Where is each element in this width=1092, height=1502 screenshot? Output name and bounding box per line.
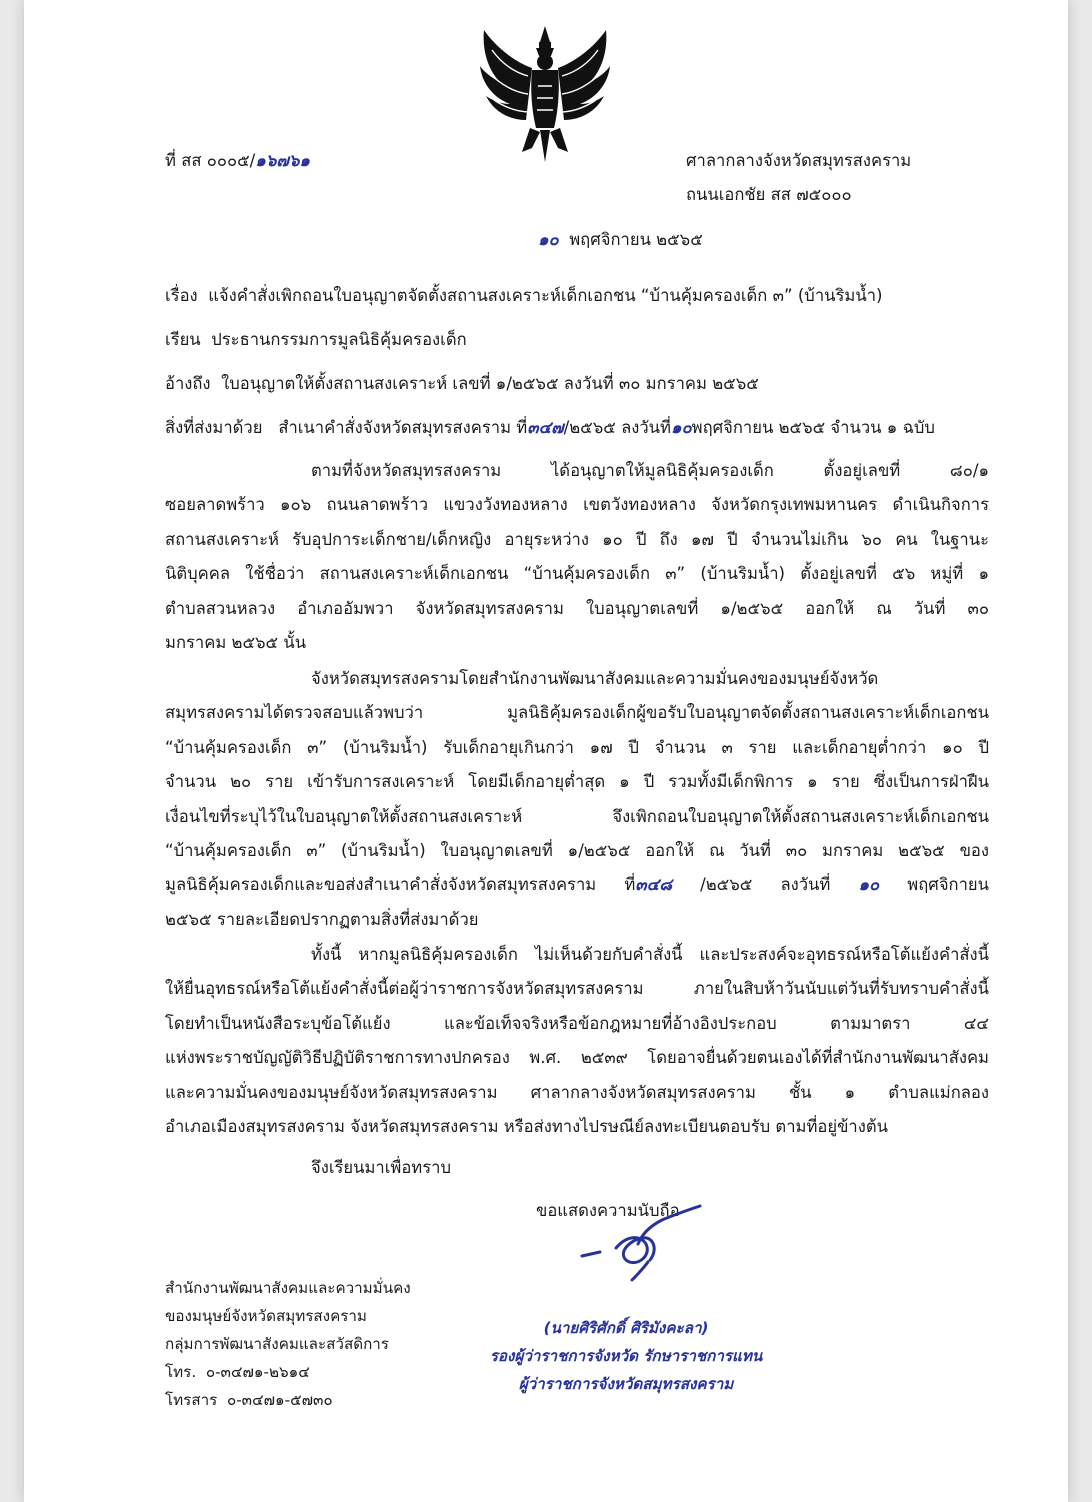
enclosure-label: สิ่งที่ส่งมาด้วย (165, 418, 263, 437)
paragraph-line: มกราคม ๒๕๖๕ นั้น (165, 633, 307, 653)
office-address-line2: ถนนเอกชัย สส ๗๕๐๐๐ (686, 185, 852, 204)
paragraph-line: แห่งพระราชบัญญัติวิธีปฏิบัติราชการทางปกครอง พ.ศ. ๒๕๓๙ โดยอาจยื่นด้วยตนเองได้ที่สำนักงานพัฒนาสังคม (165, 1048, 989, 1068)
paragraph-line: ซอยลาดพร้าว ๑๐๖ ถนนลาดพร้าว แขวงวังทองหลาง เขตวังทองหลาง จังหวัดกรุงเทพมหานคร ดำเนินกิจการ (165, 495, 989, 515)
paragraph-line: โดยทำเป็นหนังสือระบุข้อโต้แย้ง และข้อเท็จจริงหรือข้อกฎหมายที่อ้างอิงประกอบ ตามมาตรา ๔๔ (165, 1013, 989, 1033)
subject-label: เรื่อง (165, 286, 198, 305)
footer-department-line3: กลุ่มการพัฒนาสังคมและสวัสดิการ (165, 1335, 389, 1353)
paragraph-line: อำเภอเมืองสมุทรสงคราม จังหวัดสมุทรสงคราม หรือส่งทางไปรษณีย์ลงทะเบียนตอบรับ ตามที่อยู่ข้างต้น (165, 1117, 888, 1137)
paragraph-line: “บ้านคุ้มครองเด็ก ๓” (บ้านริมน้ำ) รับเด็กอายุเกินกว่า ๑๗ ปี จำนวน ๓ ราย และเด็กอายุต่ำกว่า ๑๐ ปี (165, 737, 989, 757)
regards-text: ขอแสดงความนับถือ (536, 1201, 680, 1220)
footer-department-line2: ของมนุษย์จังหวัดสมุทรสงคราม (165, 1307, 367, 1325)
closing-line: จึงเรียนมาเพื่อทราบ (311, 1158, 452, 1177)
paragraph-text: พฤศจิกายน (907, 875, 989, 895)
paragraph-line: จำนวน ๒๐ ราย เข้ารับการสงเคราะห์ โดยมีเด็กอายุต่ำสุด ๑ ปี รวมทั้งมีเด็กพิการ ๑ ราย ซึ่งเป็นการฝ่าฝืน (165, 772, 989, 792)
footer-fax (165, 1391, 333, 1410)
telephone-number: ๐-๓๔๗๑-๒๖๑๔ (205, 1363, 310, 1381)
body-paragraph-2 (165, 662, 989, 937)
paragraph-line: และความมั่นคงของมนุษย์จังหวัดสมุทรสงคราม ศาลากลางจังหวัดสมุทรสงคราม ชั้น ๑ ตำบลแม่กลอง (165, 1082, 989, 1102)
enclosure-line (165, 417, 935, 439)
recipient-text: ประธานกรรมการมูลนิธิคุ้มครองเด็ก (211, 330, 467, 349)
footer-telephone (165, 1363, 310, 1382)
handwritten-day: ๑๐ (858, 875, 880, 895)
paragraph-line: นิติบุคคล ใช้ชื่อว่า สถานสงเคราะห์เด็กเอกชน “บ้านคุ้มครองเด็ก ๓” (บ้านริมน้ำ) ตั้งอยู่เลขที่ ๕๖ หมู่ที่ ๑ (165, 564, 989, 584)
telephone-label: โทร. (165, 1363, 197, 1381)
body-paragraph-1 (165, 454, 989, 660)
handwritten-order-number: ๓๔๘ (635, 875, 673, 895)
date-handwritten-day: ๑๐ (538, 230, 559, 249)
enclosure-text-a: สำเนาคำสั่งจังหวัดสมุทรสงคราม ที่ (278, 418, 528, 437)
subject-line (165, 285, 883, 307)
paragraph-line: ตามที่จังหวัดสมุทรสงคราม ได้อนุญาตให้มูลนิธิคุ้มครองเด็ก ตั้งอยู่เลขที่ ๘๐/๑ (311, 461, 989, 480)
handwritten-signature-icon (576, 1204, 706, 1286)
paragraph-line: ๒๕๖๕ รายละเอียดปรากฏตามสิ่งที่ส่งมาด้วย (165, 909, 479, 929)
signer-position-line1: รองผู้ว่าราชการจังหวัด รักษาราชการแทน (489, 1347, 763, 1365)
recipient-label: เรียน (165, 330, 201, 349)
enclosure-text-b: /๒๕๖๕ ลงวันที่ (563, 418, 671, 437)
paragraph-line: “บ้านคุ้มครองเด็ก ๓” (บ้านริมน้ำ) ใบอนุญาตเลขที่ ๑/๒๕๖๕ ออกให้ ณ วันที่ ๓๐ มกราคม ๒๕๖๕ ของ (165, 841, 989, 861)
reference-line (165, 373, 759, 395)
paragraph-line: สมุทรสงครามได้ตรวจสอบแล้วพบว่า มูลนิธิคุ้มครองเด็กผู้ขอรับใบอนุญาตจัดตั้งสถานสงเคราะห์เด็กเอกชน (165, 703, 989, 723)
enclosure-handwritten-day: ๑๐ (670, 418, 692, 437)
paragraph-line: จังหวัดสมุทรสงครามโดยสำนักงานพัฒนาสังคมและความมั่นคงของมนุษย์จังหวัด (311, 669, 879, 688)
letter-date (538, 229, 703, 251)
signer-name: (นายศิริศักดิ์ ศิริมังคะลา) (543, 1319, 709, 1337)
paragraph-text: /๒๕๖๕ ลงวันที่ (700, 875, 831, 895)
fax-number: ๐-๓๔๗๑-๕๗๓๐ (226, 1391, 333, 1409)
reference-number (165, 150, 310, 172)
paragraph-line: ทั้งนี้ หากมูลนิธิคุ้มครองเด็ก ไม่เห็นด้วยกับคำสั่งนี้ และประสงค์จะอุทธรณ์หรือโต้แย้งคำสั่งนี้ (311, 945, 989, 964)
enclosure-text-c: พฤศจิกายน ๒๕๖๕ จำนวน ๑ ฉบับ (691, 418, 935, 437)
reference-label: อ้างถึง (165, 374, 211, 393)
reference-text: ใบอนุญาตให้ตั้งสถานสงเคราะห์ เลขที่ ๑/๒๕๖๕ ลงวันที่ ๓๐ มกราคม ๒๕๖๕ (221, 374, 759, 393)
subject-text: แจ้งคำสั่งเพิกถอนใบอนุญาตจัดตั้งสถานสงเคราะห์เด็กเอกชน “บ้านคุ้มครองเด็ก ๓” (บ้านริมน้ำ) (208, 286, 883, 305)
paragraph-text: มูลนิธิคุ้มครองเด็กและขอส่งสำเนาคำสั่งจังหวัดสมุทรสงคราม ที่ (165, 875, 636, 895)
footer-department-line1: สำนักงานพัฒนาสังคมและความมั่นคง (165, 1279, 411, 1297)
body-paragraph-3 (165, 938, 989, 1144)
garuda-emblem-icon (470, 20, 620, 170)
document-page (24, 0, 1068, 1502)
paragraph-line: เงื่อนไขที่ระบุไว้ในใบอนุญาตให้ตั้งสถานสงเคราะห์ จึงเพิกถอนใบอนุญาตให้ตั้งสถานสงเคราะห์เด็กเอกชน (165, 806, 989, 826)
reference-prefix: ที่ สส ๐๐๐๕/ (165, 151, 256, 170)
reference-handwritten-number: ๑๖๗๖๑ (255, 151, 310, 170)
paragraph-line: ให้ยื่นอุทธรณ์หรือโต้แย้งคำสั่งนี้ต่อผู้ว่าราชการจังหวัดสมุทรสงคราม ภายในสิบห้าวันนับแต่วันที่รับทราบคำสั่งนี้ (165, 979, 989, 999)
signer-position-line2: ผู้ว่าราชการจังหวัดสมุทรสงคราม (518, 1375, 734, 1393)
paragraph-line-with-handwriting (165, 868, 989, 902)
fax-label: โทรสาร (165, 1391, 218, 1409)
date-month-year: พฤศจิกายน ๒๕๖๕ (569, 230, 703, 249)
enclosure-handwritten-order-number: ๓๔๗ (527, 418, 564, 437)
paragraph-line: สถานสงเคราะห์ รับอุปการะเด็กชาย/เด็กหญิง อายุระหว่าง ๑๐ ปี ถึง ๑๗ ปี จำนวนไม่เกิน ๖๐ คน ในฐานะ (165, 529, 989, 549)
paragraph-line: ตำบลสวนหลวง อำเภออัมพวา จังหวัดสมุทรสงคราม ใบอนุญาตเลขที่ ๑/๒๕๖๕ ออกให้ ณ วันที่ ๓๐ (165, 598, 989, 618)
office-address-line1: ศาลากลางจังหวัดสมุทรสงคราม (686, 151, 912, 170)
recipient-line (165, 329, 467, 351)
